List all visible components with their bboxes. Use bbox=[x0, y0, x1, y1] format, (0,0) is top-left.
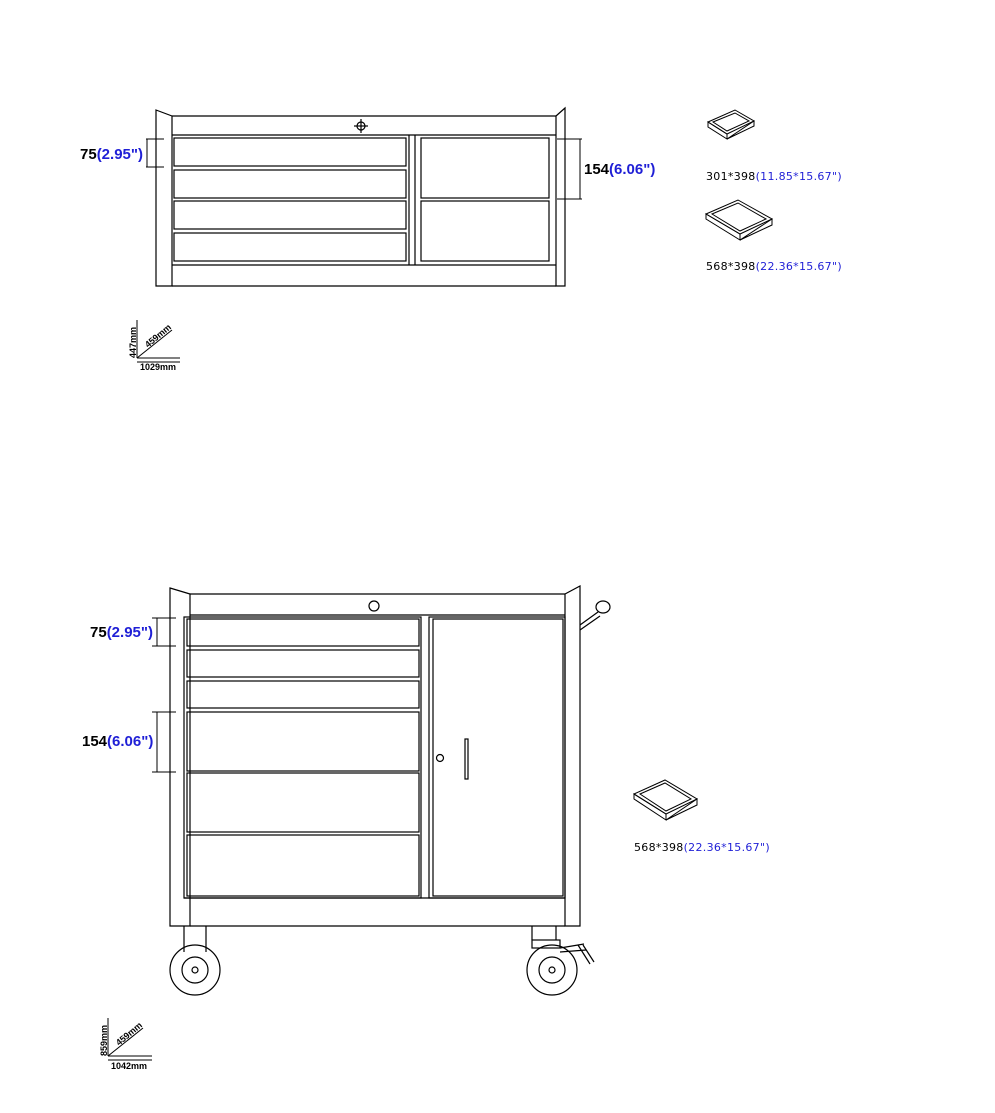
drawer-icon-large bbox=[706, 200, 772, 240]
top-dim-small: 75(2.95") bbox=[80, 146, 143, 163]
top-width-label: 1029mm bbox=[140, 362, 177, 372]
roller-dim-small: 75(2.95") bbox=[90, 624, 153, 641]
roller-height-label: 859mm bbox=[99, 1024, 109, 1056]
roller-size-icon bbox=[99, 1018, 152, 1071]
roller-dim-lines bbox=[152, 618, 176, 772]
top-size-icon bbox=[128, 320, 180, 372]
roller-depth-label: 459mm bbox=[113, 1019, 145, 1048]
drawer-icon-small bbox=[708, 110, 754, 139]
top-height-label: 447mm bbox=[128, 326, 138, 358]
top-dim-lines bbox=[146, 139, 582, 199]
top-drawer-spec-2: 568*398(22.36*15.67") bbox=[706, 260, 842, 273]
roller-cabinet-drawing bbox=[170, 586, 610, 995]
top-chest-drawing bbox=[156, 108, 565, 286]
drawer-icon-roller bbox=[634, 780, 697, 820]
roller-width-label: 1042mm bbox=[111, 1061, 148, 1071]
roller-drawer-spec: 568*398(22.36*15.67") bbox=[634, 841, 770, 854]
roller-dim-large: 154(6.06") bbox=[82, 733, 154, 750]
top-depth-label: 459mm bbox=[142, 321, 174, 350]
top-drawer-spec-1: 301*398(11.85*15.67") bbox=[706, 170, 842, 183]
top-dim-large: 154(6.06") bbox=[584, 161, 656, 178]
